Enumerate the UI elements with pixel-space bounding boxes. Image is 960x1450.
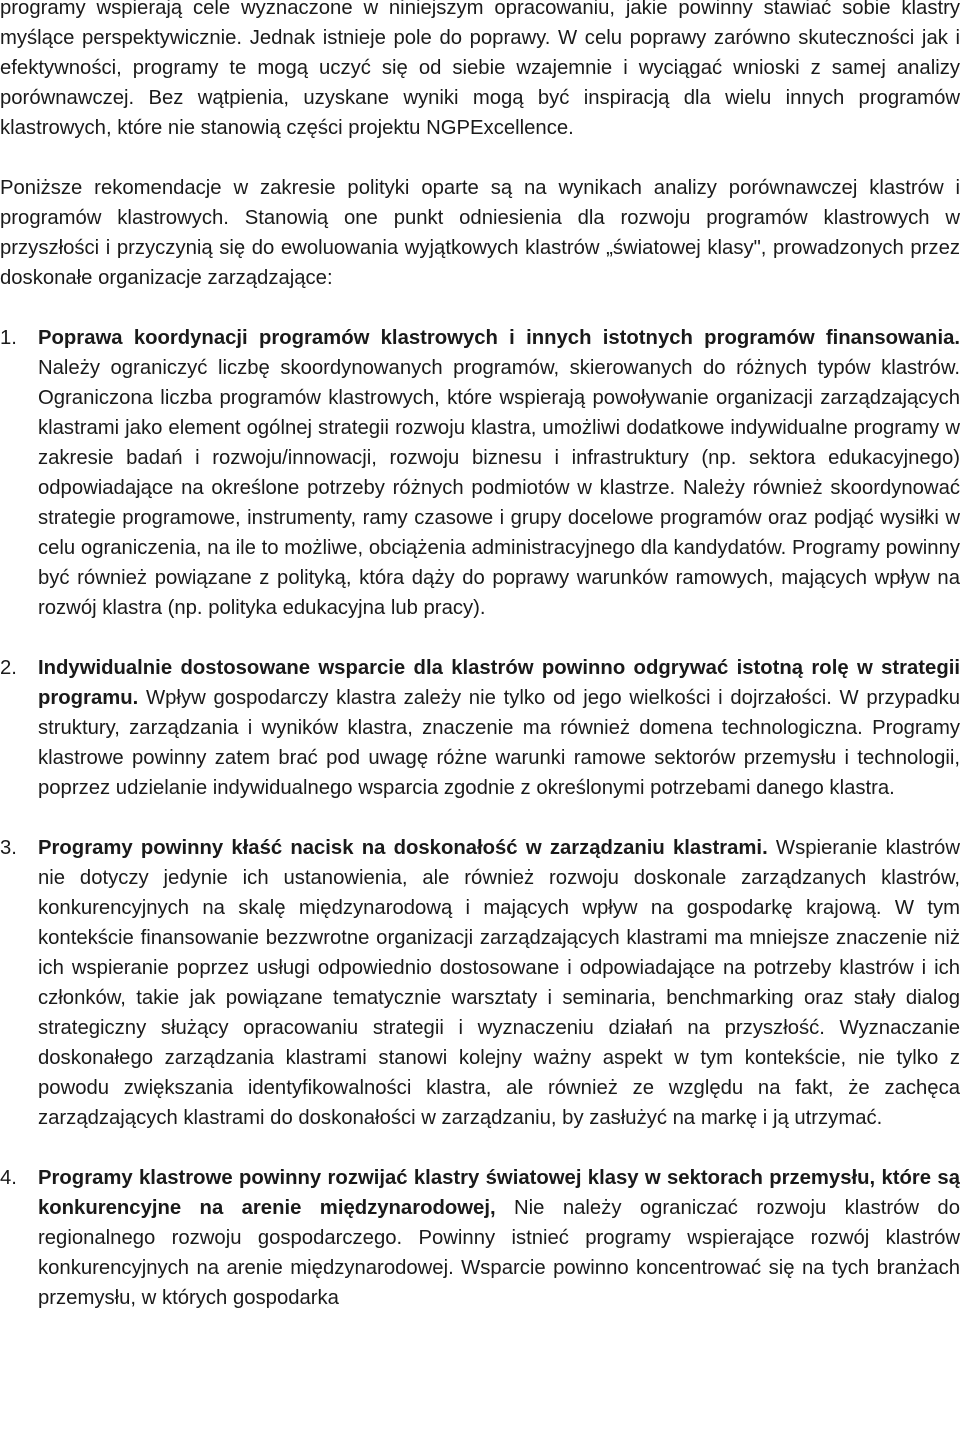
list-body: Nie należy ograniczać rozwoju klastrów do regionalnego rozwoju gospodarczego. Powinny istnieć programy wspierające rozwój klastrów konkurencyjnych na arenie międzynarodowej. Wsparcie powinno koncentrować się na tych branżach przemysłu, w których gospodarka — [38, 1197, 960, 1309]
paragraph-gap — [0, 1133, 960, 1163]
list-item-1 — [0, 323, 960, 623]
list-body: Należy ograniczyć liczbę skoordynowanych programów, skierowanych do różnych typów klastrów. Ograniczona liczba programów klastrowych, które wspierają powoływanie organizacji zarządzających klastrami jako element ogólnej strategii rozwoju klastra, umożliwi dodatkowe indywidualne programy w zakresie badań i rozwoju/innowacji, rozwoju biznesu i infrastruktury (np. sektora edukacyjnego) odpowiadające na określone potrzeby różnych podmiotów w klastrze. Należy również skoordynować strategie programowe, instrumenty, ramy czasowe i grupy docelowe programów oraz podjąć wysiłki w celu ograniczenia, na ile to możliwe, obciążenia administracyjnego dla kandydatów. Programy powinny być również powiązane z polityką, która dąży do poprawy warunków ramowych, mających wpływ na rozwój klastra (np. polityka edukacyjna lub pracy). — [38, 357, 960, 619]
list-item-3 — [0, 833, 960, 1133]
list-heading: Programy powinny kłaść nacisk na doskonałość w zarządzaniu klastrami. — [38, 837, 768, 859]
list-heading: Indywidualnie dostosowane wsparcie dla klastrów powinno odgrywać istotną rolę w strategii programu. — [38, 657, 960, 709]
list-body: Wspieranie klastrów nie dotyczy jedynie ich ustanowienia, ale również rozwoju doskonale zarządzanych klastrów, konkurencyjnych na skalę międzynarodową i mających wpływ na gospodarkę krajową. W tym kontekście finansowanie bezzwrotne organizacji zarządzających klastrami ma mniejsze znaczenie niż ich wspieranie poprzez usługi odpowiednio dostosowane i odpowiadające na potrzeby klastrów i ich członków, takie jak powiązane tematycznie warsztaty i seminaria, benchmarking oraz stały dialog strategiczny służący opracowaniu strategii i wyznaczeniu działań na przyszłość. Wyznaczanie doskonałego zarządzania klastrami stanowi kolejny ważny aspekt w tym kontekście, nie tylko z powodu zwiększania identyfikowalności klastra, ale również ze względu na fakt, że zachęca zarządzających klastrami do doskonałości w zarządzaniu, by zasłużyć na markę i ją utrzymać. — [38, 837, 960, 1129]
paragraph-gap — [0, 803, 960, 833]
list-heading: Programy klastrowe powinny rozwijać klastry światowej klasy w sektorach przemysłu, które są konkurencyjne na arenie międzynarodowej, — [38, 1167, 960, 1219]
list-number: 1. — [0, 327, 17, 349]
list-number: 4. — [0, 1167, 17, 1189]
paragraph-gap — [0, 143, 960, 173]
list-item-4 — [0, 1163, 960, 1313]
intro-paragraph-1: programy wspierają cele wyznaczone w niniejszym opracowaniu, jakie powinny stawiać sobie klastry myślące perspektywicznie. Jednak istnieje pole do poprawy. W celu poprawy zarówno skuteczności jak i efektywności, programy te mogą uczyć się od siebie wzajemnie i wyciągać wnioski z samej analizy porównawczej. Bez wątpienia, uzyskane wyniki mogą być inspiracją dla wielu innych programów klastrowych, które nie stanowią części projektu NGPExcellence. — [0, 0, 960, 139]
list-body: Wpływ gospodarczy klastra zależy nie tylko od jego wielkości i dojrzałości. W przypadku struktury, zarządzania i wyników klastra, znaczenie ma również domena technologiczna. Programy klastrowe powinny zatem brać pod uwagę różne warunki ramowe sektorów przemysłu i technologii, poprzez udzielanie indywidualnego wsparcia zgodnie z określonymi potrzebami danego klastra. — [38, 687, 960, 799]
list-heading: Poprawa koordynacji programów klastrowych i innych istotnych programów finansowania. — [38, 327, 960, 349]
paragraph-gap — [0, 293, 960, 323]
list-item-2 — [0, 653, 960, 803]
list-number: 2. — [0, 657, 17, 679]
paragraph-gap — [0, 623, 960, 653]
list-number: 3. — [0, 837, 17, 859]
intro-paragraph-2: Poniższe rekomendacje w zakresie polityki oparte są na wynikach analizy porównawczej klastrów i programów klastrowych. Stanowią one punkt odniesienia dla rozwoju programów klastrowych w przyszłości i przyczynią się do ewoluowania wyjątkowych klastrów „światowej klasy", prowadzonych przez doskonałe organizacje zarządzające: — [0, 177, 960, 289]
